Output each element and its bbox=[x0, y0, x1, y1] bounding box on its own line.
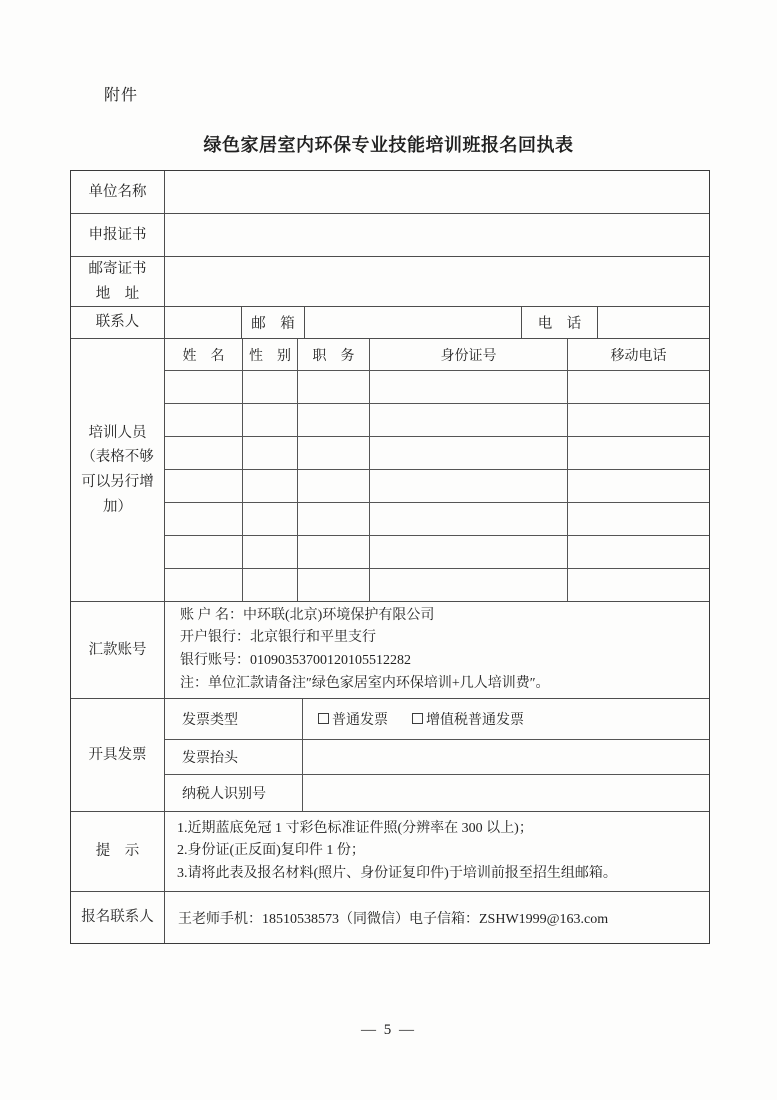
row-tips bbox=[71, 811, 709, 891]
trainee-row bbox=[165, 568, 709, 601]
trainee-cell bbox=[567, 569, 709, 601]
mail-address-label bbox=[71, 257, 164, 306]
mail-address-value bbox=[164, 257, 709, 306]
registration-contact-label: 报名联系人 bbox=[81, 909, 154, 926]
invoice-type-option-label: 增值税普通发票 bbox=[426, 712, 524, 728]
remittance-account-number: 银行账号：01090353700120105512282 bbox=[180, 653, 411, 668]
trainee-cell bbox=[567, 536, 709, 568]
row-trainees bbox=[71, 338, 709, 601]
trainees-label-line: 加） bbox=[103, 498, 132, 515]
row-registration-contact bbox=[71, 891, 709, 943]
contact-label: 联系人 bbox=[95, 314, 140, 331]
row-unit-name bbox=[71, 171, 709, 213]
invoice-taxpayer-row bbox=[165, 774, 709, 811]
registration-form-table bbox=[70, 170, 710, 944]
trainee-row bbox=[165, 535, 709, 568]
trainee-cell bbox=[297, 371, 369, 403]
trainee-row bbox=[165, 436, 709, 469]
remittance-note: 注：单位汇款请备注″绿色家居室内环保培训+几人培训费″。 bbox=[180, 675, 550, 691]
certificate-label: 申报证书 bbox=[88, 226, 147, 243]
phone-value bbox=[597, 307, 709, 338]
trainees-col-sex: 性 别 bbox=[242, 339, 297, 370]
trainee-row bbox=[165, 502, 709, 535]
row-remittance bbox=[71, 601, 709, 698]
email-value bbox=[304, 307, 521, 338]
trainee-cell bbox=[165, 371, 242, 403]
trainees-col-id: 身份证号 bbox=[369, 339, 567, 370]
unit-name-value bbox=[164, 171, 709, 213]
trainees-col-mobile: 移动电话 bbox=[567, 339, 709, 370]
trainee-cell bbox=[297, 470, 369, 502]
trainee-cell bbox=[165, 404, 242, 436]
tips-line-1: 1.近期蓝底免冠 1 寸彩色标准证件照(分辨率在 300 以上)； bbox=[177, 820, 533, 836]
trainee-cell bbox=[369, 371, 567, 403]
trainees-label-line: 培训人员 bbox=[88, 424, 147, 441]
trainee-cell bbox=[242, 371, 297, 403]
trainee-cell bbox=[165, 437, 242, 469]
trainee-cell bbox=[297, 536, 369, 568]
trainee-cell bbox=[369, 503, 567, 535]
trainee-cell bbox=[242, 404, 297, 436]
trainee-cell bbox=[165, 470, 242, 502]
invoice-type-label: 发票类型 bbox=[182, 712, 238, 728]
checkbox-icon bbox=[412, 713, 423, 724]
remittance-details bbox=[164, 602, 709, 698]
page-title: 绿色家居室内环保专业技能培训班报名回执表 bbox=[203, 135, 574, 155]
invoice-label: 开具发票 bbox=[88, 746, 147, 763]
invoice-subtable bbox=[164, 699, 709, 811]
remittance-account-name: 账 户 名：中环联(北京)环境保护有限公司 bbox=[180, 607, 435, 623]
trainee-cell bbox=[242, 470, 297, 502]
trainee-row bbox=[165, 469, 709, 502]
trainees-label bbox=[71, 339, 164, 601]
registration-contact-value: 王老师手机：18510538573（同微信）电子信箱：ZSHW1999@163.com bbox=[164, 892, 709, 943]
trainee-cell bbox=[369, 404, 567, 436]
invoice-type-option-label: 普通发票 bbox=[332, 712, 388, 728]
tips-label: 提 示 bbox=[95, 843, 140, 860]
invoice-taxpayer-label: 纳税人识别号 bbox=[182, 787, 266, 803]
trainee-cell bbox=[369, 569, 567, 601]
email-label: 邮 箱 bbox=[241, 307, 304, 338]
row-invoice bbox=[71, 698, 709, 811]
trainee-cell bbox=[242, 503, 297, 535]
trainee-cell bbox=[369, 437, 567, 469]
checkbox-icon bbox=[318, 713, 329, 724]
trainees-col-name: 姓 名 bbox=[182, 348, 225, 364]
row-contact bbox=[71, 306, 709, 338]
trainee-cell bbox=[242, 536, 297, 568]
trainee-cell bbox=[165, 569, 242, 601]
trainees-label-line: （表格不够 bbox=[81, 449, 154, 466]
row-mail-address bbox=[71, 256, 709, 306]
row-certificate bbox=[71, 213, 709, 256]
trainee-cell bbox=[297, 437, 369, 469]
trainee-cell bbox=[297, 404, 369, 436]
tips-content bbox=[164, 812, 709, 891]
trainee-cell bbox=[242, 437, 297, 469]
trainee-cell bbox=[567, 371, 709, 403]
invoice-title-row bbox=[165, 739, 709, 775]
trainee-row bbox=[165, 370, 709, 403]
trainees-label-line: 可以另行增 bbox=[81, 474, 154, 490]
trainee-cell bbox=[297, 569, 369, 601]
trainee-cell bbox=[165, 503, 242, 535]
invoice-title-value bbox=[302, 740, 709, 775]
trainee-cell bbox=[369, 470, 567, 502]
trainee-cell bbox=[369, 536, 567, 568]
invoice-taxpayer-value bbox=[302, 775, 709, 811]
trainee-cell bbox=[567, 503, 709, 535]
phone-label: 电 话 bbox=[521, 307, 597, 338]
trainees-header-row bbox=[165, 339, 709, 370]
trainee-row bbox=[165, 403, 709, 436]
trainee-cell bbox=[242, 569, 297, 601]
trainee-cell bbox=[165, 536, 242, 568]
remittance-bank: 开户银行：北京银行和平里支行 bbox=[180, 630, 376, 646]
invoice-type-row bbox=[165, 699, 709, 739]
page-number: — 5 — bbox=[361, 1022, 416, 1038]
trainee-cell bbox=[567, 437, 709, 469]
remittance-label: 汇款账号 bbox=[88, 641, 147, 658]
certificate-value bbox=[164, 214, 709, 256]
mail-address-label-line2: 地 址 bbox=[95, 285, 140, 302]
invoice-type-option-plain bbox=[318, 709, 388, 729]
contact-value bbox=[164, 307, 241, 338]
attachment-label: 附件 bbox=[104, 87, 139, 104]
invoice-type-option-vat bbox=[412, 709, 524, 729]
trainees-col-duty: 职 务 bbox=[297, 339, 369, 370]
tips-line-2: 2.身份证(正反面)复印件 1 份； bbox=[177, 843, 365, 859]
invoice-type-options bbox=[302, 699, 709, 739]
trainee-cell bbox=[567, 404, 709, 436]
invoice-title-label: 发票抬头 bbox=[182, 750, 238, 766]
trainees-table bbox=[164, 339, 709, 601]
mail-address-label-line1: 邮寄证书 bbox=[88, 260, 147, 277]
unit-name-label: 单位名称 bbox=[88, 183, 147, 200]
trainee-cell bbox=[567, 470, 709, 502]
tips-line-3: 3.请将此表及报名材料(照片、身份证复印件)于培训前报至招生组邮箱。 bbox=[177, 865, 617, 881]
trainee-cell bbox=[297, 503, 369, 535]
